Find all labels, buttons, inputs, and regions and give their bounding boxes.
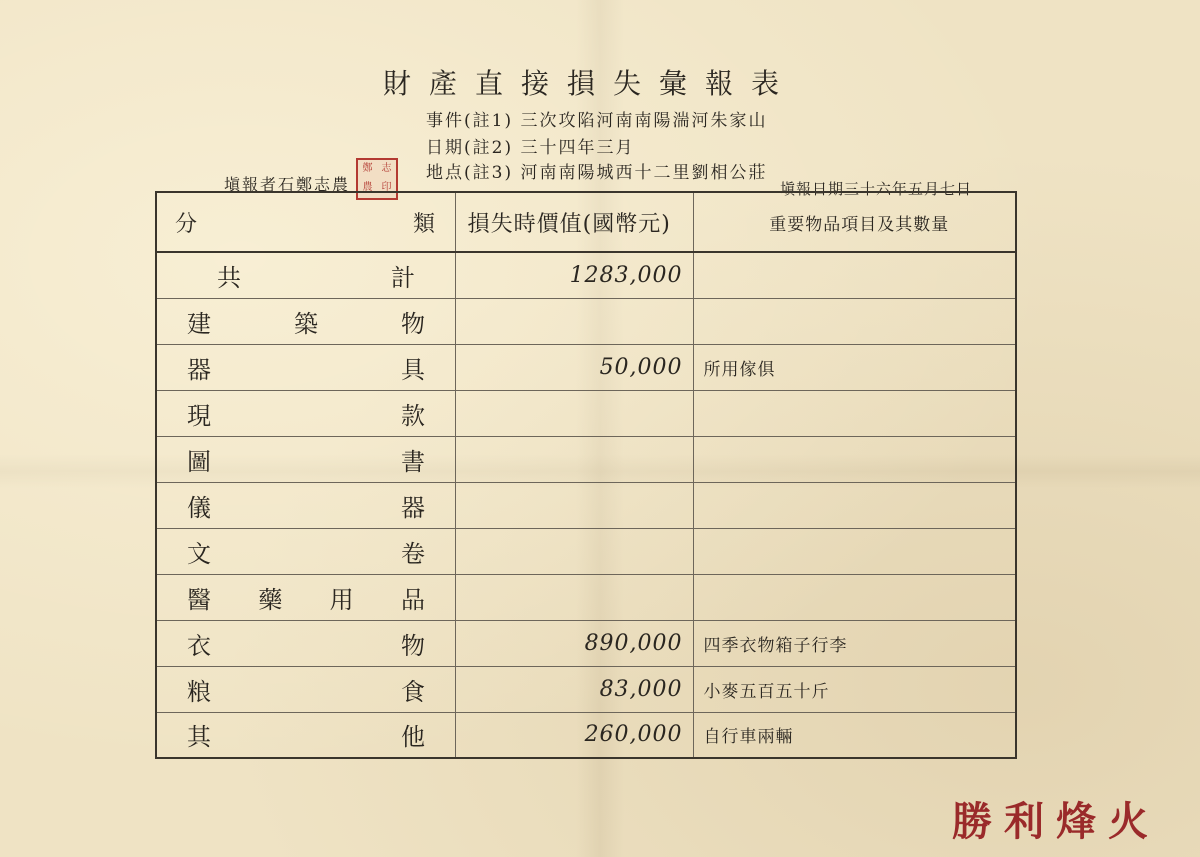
header-items: 重要物品項目及其數量 — [693, 192, 1016, 252]
loss-value-cell: 890,000 — [455, 620, 693, 666]
category-char: 衣 — [187, 631, 211, 660]
items-cell — [693, 298, 1016, 344]
table-row — [156, 712, 1016, 758]
category-char: 器 — [187, 355, 211, 384]
category-cell — [156, 436, 455, 482]
filler-name: 塡報者石鄭志農 — [224, 175, 351, 194]
event-line: 事件(註1) 三次攻陷河南南陽湍河朱家山 — [426, 111, 768, 131]
category-char: 他 — [400, 723, 425, 752]
seal-char: 農 — [362, 182, 373, 193]
table-row — [156, 390, 1016, 436]
table-row — [156, 528, 1016, 574]
category-cell — [156, 252, 455, 298]
loss-value-cell — [455, 528, 693, 574]
items-cell — [693, 482, 1016, 528]
loss-value-cell — [455, 482, 693, 528]
category-cell — [156, 528, 455, 574]
category-char: 款 — [400, 401, 425, 430]
category-cell — [156, 574, 455, 620]
table-row — [156, 574, 1016, 620]
category-char: 物 — [400, 631, 425, 660]
category-char: 建 — [187, 309, 211, 338]
items-cell: 小麥五百五十斤 — [693, 666, 1016, 712]
category-cell — [156, 620, 455, 666]
category-char: 其 — [187, 723, 211, 752]
place-line: 地点(註3) 河南南陽城西十二里劉相公莊 — [426, 163, 768, 183]
loss-table — [155, 191, 1017, 759]
table-row — [156, 620, 1016, 666]
category-char: 計 — [390, 263, 415, 292]
category-cell — [156, 344, 455, 390]
category-char: 粮 — [187, 677, 211, 706]
category-char: 文 — [187, 539, 211, 568]
category-char: 食 — [400, 677, 425, 706]
items-cell — [693, 574, 1016, 620]
items-cell — [693, 528, 1016, 574]
category-cell — [156, 298, 455, 344]
loss-value-cell: 260,000 — [455, 712, 693, 758]
loss-value-cell: 50,000 — [455, 344, 693, 390]
category-char: 器 — [400, 493, 425, 522]
category-cell — [156, 666, 455, 712]
category-char: 圖 — [187, 447, 211, 476]
seal-char: 印 — [381, 182, 392, 193]
loss-value-cell — [455, 390, 693, 436]
items-cell — [693, 252, 1016, 298]
loss-value-cell — [455, 574, 693, 620]
category-cell — [156, 482, 455, 528]
loss-value-cell: 83,000 — [455, 666, 693, 712]
category-char: 共 — [217, 263, 241, 292]
header-category-right: 類 — [412, 211, 435, 237]
loss-value-cell: 1283,000 — [455, 252, 693, 298]
table-row — [156, 436, 1016, 482]
category-char: 卷 — [400, 539, 425, 568]
category-char: 築 — [293, 309, 318, 338]
table-row — [156, 344, 1016, 390]
items-cell — [693, 390, 1016, 436]
category-char: 具 — [400, 355, 425, 384]
table-row — [156, 252, 1016, 298]
seal-char: 鄭 — [362, 163, 373, 174]
table-row — [156, 666, 1016, 712]
items-cell: 所用傢俱 — [693, 344, 1016, 390]
category-char: 用 — [329, 585, 354, 614]
header-category-left: 分 — [175, 211, 198, 237]
document-title: 財產直接損失彙報表 — [382, 67, 797, 100]
category-char: 醫 — [187, 585, 211, 614]
items-cell: 四季衣物箱子行李 — [693, 620, 1016, 666]
table-row — [156, 482, 1016, 528]
category-char: 物 — [400, 309, 425, 338]
header-category — [156, 192, 455, 252]
date-line: 日期(註2) 三十四年三月 — [426, 138, 635, 158]
items-cell — [693, 436, 1016, 482]
header-value: 損失時價值(國幣元) — [455, 192, 693, 252]
table-body — [156, 252, 1016, 758]
loss-value-cell — [455, 436, 693, 482]
category-cell — [156, 712, 455, 758]
category-char: 儀 — [187, 493, 211, 522]
items-cell: 自行車兩輛 — [693, 712, 1016, 758]
watermark-brand: 勝利烽火 — [952, 798, 1160, 845]
category-char: 書 — [400, 447, 425, 476]
seal-char: 志 — [381, 163, 392, 174]
report-date: 塡報日期三十六年五月七日 — [780, 180, 973, 198]
table-header-row — [156, 192, 1016, 252]
category-char: 藥 — [258, 585, 283, 614]
table-row — [156, 298, 1016, 344]
category-char: 現 — [187, 401, 211, 430]
category-cell — [156, 390, 455, 436]
loss-value-cell — [455, 298, 693, 344]
category-char: 品 — [400, 585, 425, 614]
